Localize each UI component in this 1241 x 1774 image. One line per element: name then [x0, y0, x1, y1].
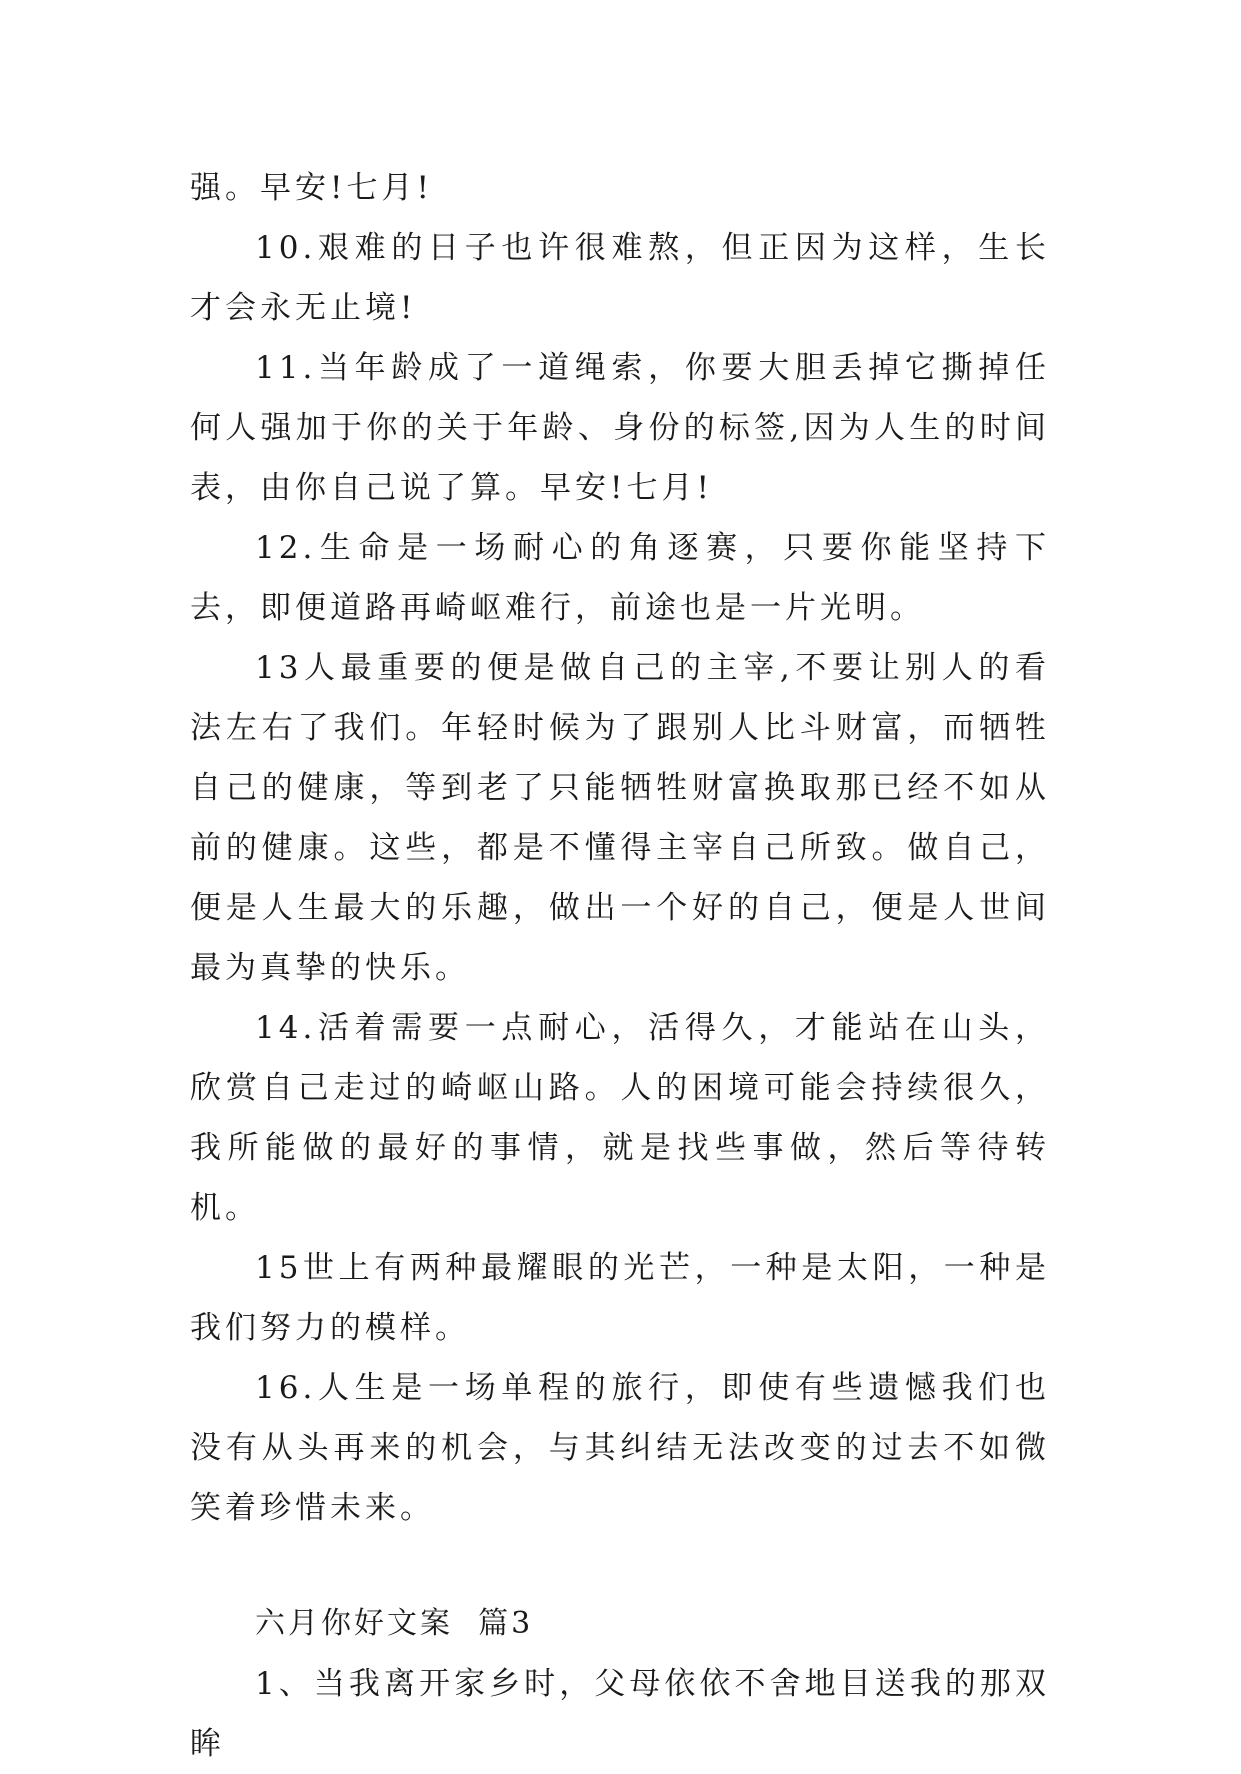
paragraph-item-15: 15世上有两种最耀眼的光芒，一种是太阳，一种是我们努力的模样。 [190, 1250, 1050, 1346]
paragraph-continuation: 强。早安!七月! [190, 170, 433, 206]
section-paragraph-1: 1、当我离开家乡时，父母依依不舍地目送我的那双眸 [190, 1666, 1050, 1762]
paragraph-item-12: 12.生命是一场耐心的角逐赛，只要你能坚持下去，即便道路再崎岖难行，前途也是一片光明。 [190, 530, 1050, 626]
section-heading: 六月你好文案 篇3 [255, 1606, 534, 1641]
paragraph-item-13: 13人最重要的便是做自己的主宰,不要让别人的看法左右了我们。年轻时候为了跟别人比斗财富，而牺牲自己的健康，等到老了只能牺牲财富换取那已经不如从前的健康。这些，都是不懂得主宰自己所致。做自己，便是人生最大的乐趣，做出一个好的自己，便是人世间最为真挚的快乐。 [190, 650, 1050, 986]
document-page [190, 158, 1050, 1774]
paragraph-item-14: 14.活着需要一点耐心，活得久，才能站在山头，欣赏自己走过的崎岖山路。人的困境可能会持续很久，我所能做的最好的事情，就是找些事做，然后等待转机。 [190, 1010, 1050, 1226]
paragraph-item-11: 11.当年龄成了一道绳索，你要大胆丢掉它撕掉任何人强加于你的关于年龄、身份的标签,因为人生的时间表，由你自己说了算。早安!七月! [190, 350, 1050, 506]
paragraph-item-10: 10.艰难的日子也许很难熬，但正因为这样，生长才会永无止境! [190, 230, 1050, 326]
paragraph-item-16: 16.人生是一场单程的旅行，即使有些遗憾我们也没有从头再来的机会，与其纠结无法改变的过去不如微笑着珍惜未来。 [190, 1370, 1050, 1526]
